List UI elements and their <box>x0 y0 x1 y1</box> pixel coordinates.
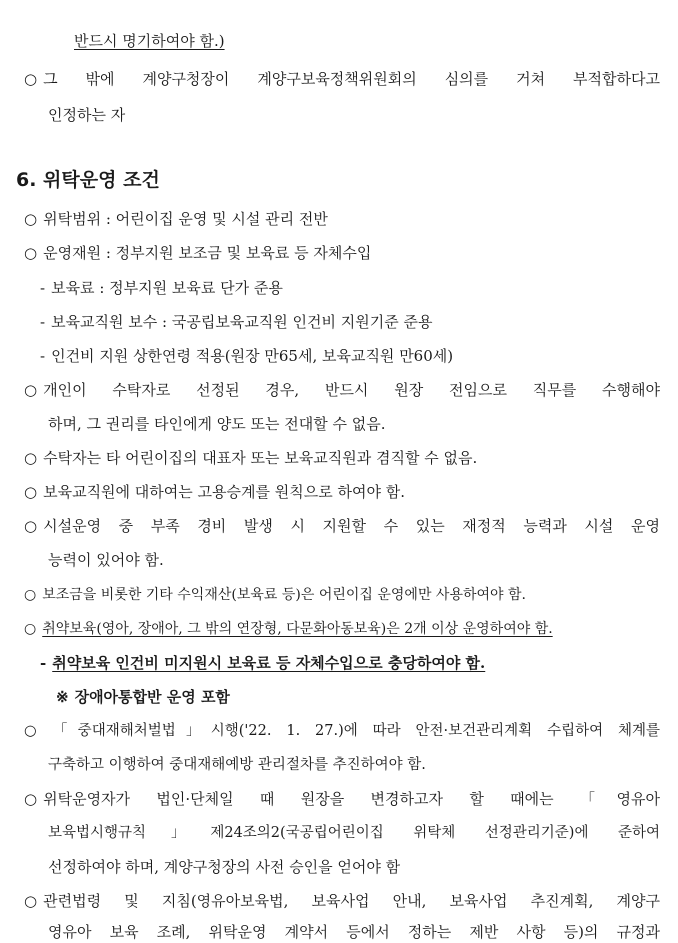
item-text: 보조금을 비롯한 기타 수익재산(보육료 등)은 어린이집 운영에만 사용하여야 함. <box>42 587 526 603</box>
list-item <box>40 652 485 674</box>
item-text: 보육교직원에 대하여는 고용승계를 원칙으로 하여야 함. <box>43 483 405 501</box>
item-continuation: 선정하여야 하며, 계양구청장의 사전 승인을 얻어야 함 <box>48 858 401 876</box>
list-item <box>24 584 526 606</box>
bullet-circle: ○ <box>24 517 38 535</box>
item-text: 수탁자는 타 어린이집의 대표자 또는 보육교직원과 겸직할 수 없음. <box>43 449 478 467</box>
list-item <box>24 720 660 742</box>
item-text: 개인이 수탁자로 선정된 경우, 반드시 원장 전임으로 직무를 수행해야 <box>43 381 660 399</box>
list-item <box>40 277 283 299</box>
list-item <box>24 208 328 230</box>
bullet-circle: ○ <box>24 892 38 910</box>
intro-item-line1 <box>24 68 660 90</box>
list-item <box>24 618 553 640</box>
bullet-circle: ○ <box>24 790 38 808</box>
bullet-circle: ○ <box>24 449 38 467</box>
bullet-circle: ○ <box>24 621 37 637</box>
bullet-circle: ○ <box>24 244 38 262</box>
item-continuation: 보육법시행규칙」제24조의2(국공립어린이집 위탁체 선정관리기준)에 준하여 <box>48 825 660 841</box>
bullet-dash: - <box>40 347 46 365</box>
list-item <box>40 345 453 367</box>
item-continuation: 능력이 있어야 함. <box>48 551 164 569</box>
item-text: 보육료 : 정부지원 보육료 단가 준용 <box>51 279 283 297</box>
bullet-circle: ○ <box>24 483 38 501</box>
intro-continuation: 반드시 명기하여야 함.) <box>74 32 225 50</box>
item-continuation: 구축하고 이행하여 중대재해예방 관리절차를 추진하여야 함. <box>48 757 426 773</box>
item-continuation: 하며, 그 권리를 타인에게 양도 또는 전대할 수 없음. <box>48 415 386 433</box>
list-item <box>24 788 660 810</box>
item-text: 「중대재해처벌법」시행('22. 1. 27.)에 따라 안전·보건관리계획 수립하여 체계를 <box>42 723 660 739</box>
item-text: 취약보육 인건비 미지원시 보육료 등 자체수입으로 충당하여야 함. <box>52 654 486 672</box>
list-item <box>56 686 230 708</box>
bullet-dash: - <box>40 654 47 672</box>
item-text: 관련법령 및 지침(영유아보육법, 보육사업 안내, 보육사업 추진계획, 계양구 <box>43 892 660 910</box>
list-item <box>40 311 433 333</box>
list-item <box>24 447 477 469</box>
item-continuation: 영유아 보육 조례, 위탁운영 계약서 등에서 정하는 제반 사항 등)의 규정과 <box>48 923 660 941</box>
list-item <box>24 515 660 537</box>
list-item <box>24 379 660 401</box>
intro-item-line2: 인정하는 자 <box>48 106 126 124</box>
item-text: 운영재원 : 정부지원 보조금 및 보육료 등 자체수입 <box>43 244 372 262</box>
bullet-circle: ○ <box>24 587 37 603</box>
intro-item-text: 그 밖에 계양구청장이 계양구보육정책위원회의 심의를 거쳐 부적합하다고 <box>43 70 660 88</box>
bullet-dash: - <box>40 279 46 297</box>
list-item <box>24 481 405 503</box>
bullet-circle: ○ <box>24 723 37 739</box>
item-text: 위탁범위 : 어린이집 운영 및 시설 관리 전반 <box>43 210 328 228</box>
bullet-circle: ○ <box>24 210 38 228</box>
item-text: 취약보육(영아, 장애아, 그 밖의 연장형, 다문화아동보육)은 2개 이상 운영하여야 함. <box>42 621 553 637</box>
note-mark: ※ <box>56 688 69 706</box>
item-text: 위탁운영자가 법인·단체일 때 원장을 변경하고자 할 때에는 「영유아 <box>43 790 660 808</box>
list-item <box>24 242 371 264</box>
list-item <box>24 890 660 912</box>
item-text: 장애아통합반 운영 포함 <box>74 688 230 706</box>
bullet-circle: ○ <box>24 381 38 399</box>
item-text: 보육교직원 보수 : 국공립보육교직원 인건비 지원기준 준용 <box>51 313 433 331</box>
bullet-dash: - <box>40 313 46 331</box>
section-heading: 6. 위탁운영 조건 <box>16 169 160 191</box>
item-text: 시설운영 중 부족 경비 발생 시 지원할 수 있는 재정적 능력과 시설 운영 <box>43 517 660 535</box>
item-text: 인건비 지원 상한연령 적용(원장 만65세, 보육교직원 만60세) <box>51 347 454 365</box>
bullet-circle: ○ <box>24 70 38 88</box>
